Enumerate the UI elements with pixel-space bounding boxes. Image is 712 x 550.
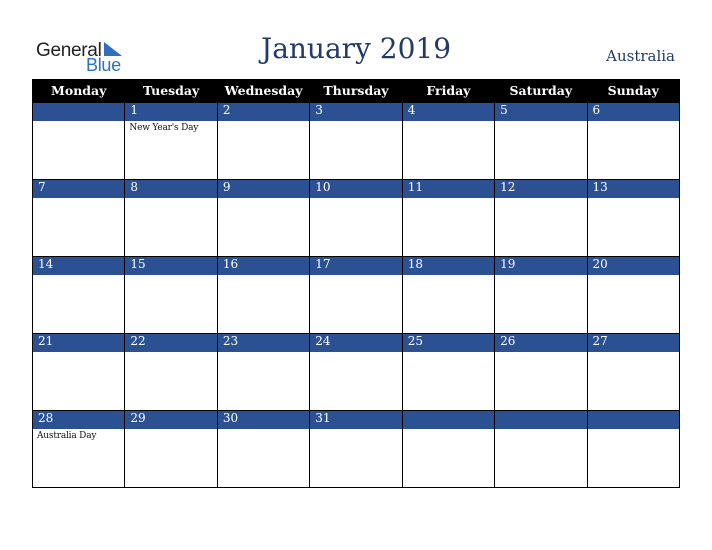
day-cell bbox=[402, 121, 494, 180]
holiday-label bbox=[33, 198, 124, 200]
weekday-header: Sunday bbox=[587, 79, 679, 103]
holiday-label bbox=[310, 352, 401, 354]
holiday-label: New Year's Day bbox=[129, 123, 199, 133]
day-cell bbox=[402, 429, 494, 488]
holiday-label bbox=[588, 198, 679, 200]
day-cell bbox=[217, 429, 309, 488]
day-cell bbox=[402, 198, 494, 257]
day-cell bbox=[125, 198, 217, 257]
day-cell bbox=[495, 352, 587, 411]
day-cell bbox=[125, 121, 217, 180]
holiday-label bbox=[495, 429, 586, 431]
holiday-label bbox=[403, 352, 494, 354]
holiday-label bbox=[588, 275, 679, 277]
day-number: 28 bbox=[33, 411, 125, 430]
holiday-label bbox=[125, 352, 216, 354]
day-cell bbox=[495, 275, 587, 334]
holiday-label bbox=[310, 121, 401, 123]
day-number: 16 bbox=[217, 257, 309, 276]
day-cell bbox=[495, 198, 587, 257]
holiday-label bbox=[403, 121, 494, 123]
day-cell bbox=[125, 352, 217, 411]
weekday-header: Friday bbox=[402, 79, 494, 103]
holiday-label bbox=[495, 352, 586, 354]
day-number: 19 bbox=[495, 257, 587, 276]
week-body-row bbox=[33, 198, 680, 257]
day-cell bbox=[33, 198, 125, 257]
holiday-label bbox=[125, 275, 216, 277]
day-number bbox=[495, 411, 587, 430]
day-number: 23 bbox=[217, 334, 309, 353]
day-cell bbox=[217, 121, 309, 180]
day-number: 10 bbox=[310, 180, 402, 199]
day-number: 9 bbox=[217, 180, 309, 199]
holiday-label bbox=[33, 275, 124, 277]
week-date-row bbox=[33, 257, 680, 276]
day-cell bbox=[310, 121, 402, 180]
day-cell bbox=[495, 121, 587, 180]
day-cell bbox=[310, 198, 402, 257]
holiday-label bbox=[310, 198, 401, 200]
day-number: 30 bbox=[217, 411, 309, 430]
holiday-label bbox=[588, 352, 679, 354]
day-number: 14 bbox=[33, 257, 125, 276]
page-title: January 2019 bbox=[260, 32, 452, 65]
day-number: 5 bbox=[495, 103, 587, 122]
day-number: 6 bbox=[587, 103, 679, 122]
holiday-label bbox=[310, 275, 401, 277]
day-number: 8 bbox=[125, 180, 217, 199]
week-body-row bbox=[33, 121, 680, 180]
day-cell bbox=[217, 198, 309, 257]
day-number: 15 bbox=[125, 257, 217, 276]
day-cell bbox=[587, 352, 679, 411]
holiday-label bbox=[403, 429, 494, 431]
weekday-header: Saturday bbox=[495, 79, 587, 103]
country-label: Australia bbox=[606, 47, 675, 65]
day-cell bbox=[495, 429, 587, 488]
holiday-label bbox=[403, 275, 494, 277]
weekday-header: Monday bbox=[33, 79, 125, 103]
day-number bbox=[587, 411, 679, 430]
day-number bbox=[33, 103, 125, 122]
day-number: 13 bbox=[587, 180, 679, 199]
holiday-label bbox=[495, 121, 586, 123]
day-cell bbox=[33, 352, 125, 411]
day-cell bbox=[587, 275, 679, 334]
day-cell bbox=[402, 352, 494, 411]
holiday-label bbox=[588, 429, 679, 431]
holiday-label bbox=[588, 121, 679, 123]
day-cell bbox=[33, 275, 125, 334]
holiday-label bbox=[125, 198, 216, 200]
holiday-label bbox=[218, 275, 309, 277]
week-date-row bbox=[33, 411, 680, 430]
day-number: 22 bbox=[125, 334, 217, 353]
day-number: 29 bbox=[125, 411, 217, 430]
day-number: 27 bbox=[587, 334, 679, 353]
holiday-label bbox=[218, 352, 309, 354]
day-number: 3 bbox=[310, 103, 402, 122]
day-cell bbox=[33, 121, 125, 180]
day-number: 21 bbox=[33, 334, 125, 353]
day-number: 11 bbox=[402, 180, 494, 199]
holiday-label bbox=[218, 121, 309, 123]
day-number: 24 bbox=[310, 334, 402, 353]
day-cell bbox=[217, 352, 309, 411]
holiday-label bbox=[495, 275, 586, 277]
holiday-label bbox=[218, 429, 309, 431]
day-number: 12 bbox=[495, 180, 587, 199]
week-date-row bbox=[33, 334, 680, 353]
day-cell bbox=[310, 352, 402, 411]
day-number bbox=[402, 411, 494, 430]
day-cell bbox=[587, 429, 679, 488]
day-number: 31 bbox=[310, 411, 402, 430]
day-number: 7 bbox=[33, 180, 125, 199]
holiday-label bbox=[310, 429, 401, 431]
day-cell bbox=[587, 121, 679, 180]
week-date-row bbox=[33, 180, 680, 199]
day-cell bbox=[125, 275, 217, 334]
logo-text-blue: Blue bbox=[86, 55, 121, 75]
day-number: 18 bbox=[402, 257, 494, 276]
day-number: 4 bbox=[402, 103, 494, 122]
day-cell bbox=[33, 429, 125, 488]
day-cell bbox=[125, 429, 217, 488]
week-date-row bbox=[33, 103, 680, 122]
holiday-label bbox=[33, 352, 124, 354]
weekday-header-row bbox=[33, 79, 680, 103]
day-number: 1 bbox=[125, 103, 217, 122]
holiday-label bbox=[218, 198, 309, 200]
weekday-header: Tuesday bbox=[125, 79, 217, 103]
day-cell bbox=[587, 198, 679, 257]
logo-text-general: General bbox=[36, 40, 102, 61]
week-body-row bbox=[33, 275, 680, 334]
week-body-row bbox=[33, 429, 680, 488]
day-cell bbox=[310, 429, 402, 488]
weekday-header: Wednesday bbox=[217, 79, 309, 103]
holiday-label bbox=[495, 198, 586, 200]
holiday-label bbox=[403, 198, 494, 200]
day-number: 20 bbox=[587, 257, 679, 276]
day-cell bbox=[310, 275, 402, 334]
day-number: 17 bbox=[310, 257, 402, 276]
day-cell bbox=[217, 275, 309, 334]
day-number: 25 bbox=[402, 334, 494, 353]
day-number: 2 bbox=[217, 103, 309, 122]
holiday-label bbox=[125, 429, 216, 431]
calendar-grid bbox=[32, 79, 680, 488]
weekday-header: Thursday bbox=[310, 79, 402, 103]
holiday-label bbox=[33, 121, 124, 123]
week-body-row bbox=[33, 352, 680, 411]
holiday-label: Australia Day bbox=[37, 431, 97, 441]
day-cell bbox=[402, 275, 494, 334]
day-number: 26 bbox=[495, 334, 587, 353]
